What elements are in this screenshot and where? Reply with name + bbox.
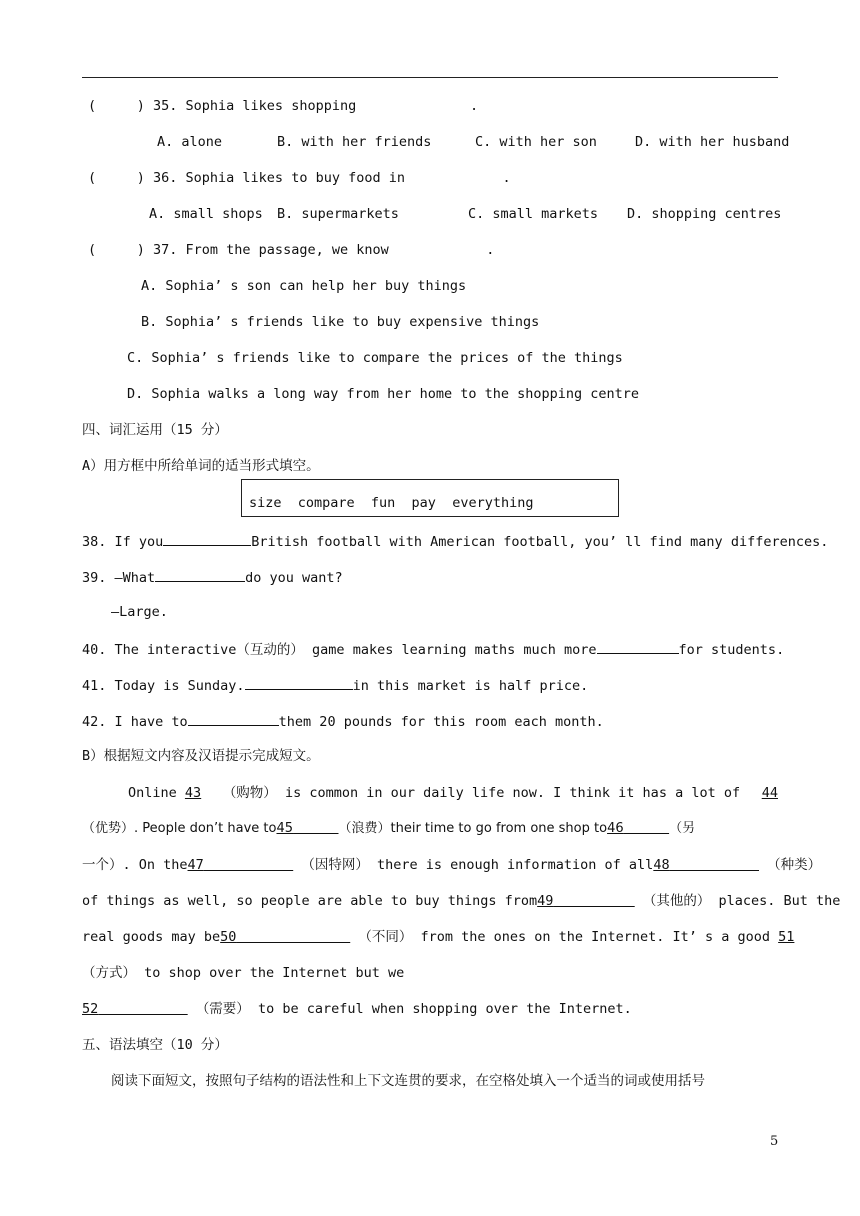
blank-48[interactable]: 48 — [653, 857, 670, 873]
blank-47[interactable]: 47 — [187, 857, 204, 873]
section4-part-b-title: B）根据短文内容及汉语提示完成短文。 — [82, 748, 320, 764]
section4-part-a-title: A）用方框中所给单词的适当形式填空。 — [82, 458, 320, 474]
word-box-words: size compare fun pay everything — [249, 495, 534, 511]
q35-stem: ( ) 35. Sophia likes shopping . — [88, 98, 479, 114]
passage-line-5: real goods may be50 （不同） from the ones on the Internet. It’ s a good 51 — [82, 929, 795, 945]
passage-text: （购物） is common in our daily life now. I think it has a lot of — [222, 785, 741, 801]
passage-line-2: （优势）. People don’t have to45 （浪费）their time to go from one shop to46 （另 — [82, 821, 696, 836]
q40-blank[interactable] — [597, 639, 679, 654]
q40-pre: 40. The interactive（互动的） game makes learning maths much more — [82, 642, 597, 658]
q37-option-d: D. Sophia walks a long way from her home to the shopping centre — [127, 386, 640, 402]
blank-52[interactable]: 52 — [82, 1001, 99, 1017]
blank-43[interactable]: 43 — [184, 785, 202, 801]
q35-option-b: B. with her friends — [277, 134, 432, 150]
q42-pre: 42. I have to — [82, 714, 188, 730]
blank-44[interactable]: 44 — [761, 785, 778, 801]
passage-line-3: 一个）. On the47 （因特网） there is enough information of all48 （种类） — [82, 857, 822, 873]
q40 — [82, 639, 784, 659]
q37-option-c: C. Sophia’ s friends like to compare the prices of the things — [127, 350, 623, 366]
q39-answer: —Large. — [111, 604, 168, 620]
q39 — [82, 567, 343, 587]
q36-option-a: A. small shops — [149, 206, 263, 222]
blank-45[interactable]: 45 — [276, 821, 294, 836]
passage-line-4: of things as well, so people are able to buy things from49 （其他的） places. But the — [82, 893, 841, 909]
q35-option-d: D. with her husband — [635, 134, 790, 150]
q36-option-d: D. shopping centres — [627, 206, 782, 222]
blank-49[interactable]: 49 — [537, 893, 554, 909]
q41-post: in this market is half price. — [352, 678, 589, 694]
q41 — [82, 675, 588, 695]
q38-blank[interactable] — [163, 531, 251, 546]
blank-51[interactable]: 51 — [778, 929, 795, 945]
passage-text: Online — [128, 785, 177, 801]
q39-blank[interactable] — [155, 567, 245, 582]
q42-blank[interactable] — [188, 711, 279, 726]
section5-instruction: 阅读下面短文，按照句子结构的语法性和上下文连贯的要求，在空格处填入一个适当的词或使用括号 — [111, 1073, 705, 1089]
q38-pre: 38. If you — [82, 534, 164, 550]
q39-pre: 39. —What — [82, 570, 156, 586]
q37-option-b: B. Sophia’ s friends like to buy expensive things — [141, 314, 540, 330]
q38-post: British football with American football, you’ ll find many differences. — [251, 534, 829, 550]
q42-post: them 20 pounds for this room each month. — [278, 714, 604, 730]
q35-option-c: C. with her son — [475, 134, 597, 150]
passage-line-1 — [128, 784, 778, 802]
blank-50[interactable]: 50 — [220, 929, 237, 945]
section4-title: 四、词汇运用（15 分） — [82, 422, 228, 438]
q35-option-a: A. alone — [157, 134, 223, 150]
q37-option-a: A. Sophia’ s son can help her buy things — [141, 278, 467, 294]
q38 — [82, 531, 828, 551]
blank-46[interactable]: 46 — [607, 821, 624, 836]
passage-line-7: 52 （需要） to be careful when shopping over the Internet. — [82, 1001, 632, 1017]
header-rule — [82, 77, 778, 78]
q40-post: for students. — [678, 642, 785, 658]
section5-title: 五、语法填空（10 分） — [82, 1037, 228, 1053]
q39-post: do you want? — [245, 570, 343, 586]
q36-stem: ( ) 36. Sophia likes to buy food in . — [88, 170, 511, 186]
q42 — [82, 711, 604, 731]
passage-line-6: （方式） to shop over the Internet but we — [82, 965, 405, 981]
q36-option-b: B. supermarkets — [277, 206, 399, 222]
page-number: 5 — [770, 1134, 779, 1149]
q41-blank[interactable] — [245, 675, 353, 690]
q37-stem: ( ) 37. From the passage, we know . — [88, 242, 495, 258]
q41-pre: 41. Today is Sunday. — [82, 678, 245, 694]
q36-option-c: C. small markets — [468, 206, 599, 222]
